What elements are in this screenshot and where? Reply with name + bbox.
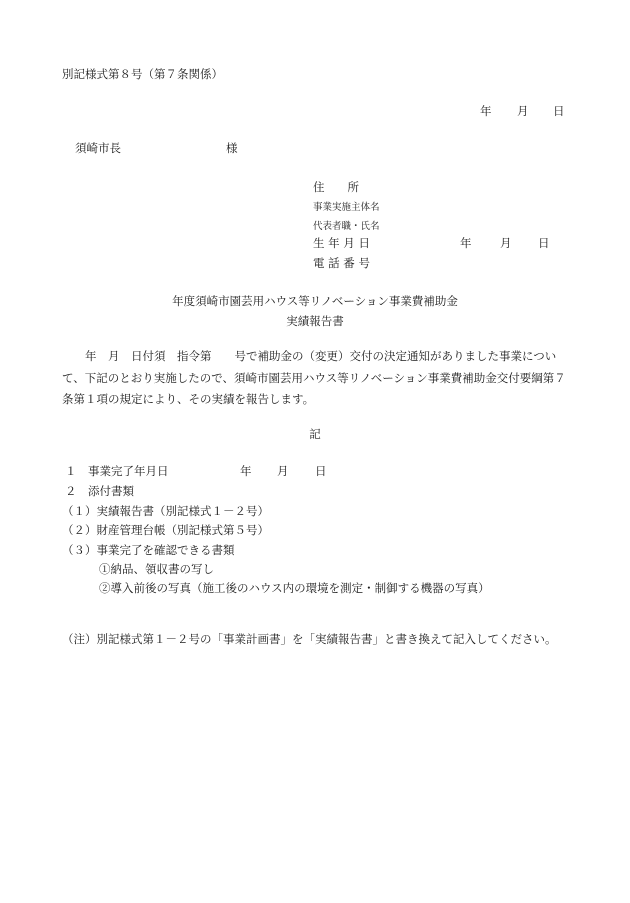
item1-year: 年 xyxy=(240,464,252,478)
sub-item-3a: ①納品、領収書の写し xyxy=(99,562,214,576)
date-month: 月 xyxy=(517,104,529,118)
sub-item-2: （２）財産管理台帳（別記様式第５号） xyxy=(62,523,269,537)
ki-heading: 記 xyxy=(309,427,321,441)
form-label: 別記様式第８号（第７条関係） xyxy=(62,67,223,81)
item1-label: １ 事業完了年月日 xyxy=(65,464,169,478)
body-paragraph xyxy=(62,346,572,411)
applicant-birth-day: 日 xyxy=(538,236,550,250)
applicant-birth-month: 月 xyxy=(500,236,512,250)
applicant-entity-label: 事業実施主体名 xyxy=(313,202,380,213)
body-text: 年 月 日付須 指令第 号で補助金の（変更）交付の決定通知がありました事業について、下記のとおり実施したので、須崎市園芸用ハウス等リノベーション事業費補助金交付要綱第７条第１項の規定により、その実績を報告します。 xyxy=(62,349,566,406)
item1-day: 日 xyxy=(315,464,327,478)
sub-item-3: （３）事業完了を確認できる書類 xyxy=(62,543,235,557)
applicant-phone-label: 電 話 番 号 xyxy=(313,256,370,270)
note-paragraph xyxy=(62,629,572,650)
applicant-birth-year: 年 xyxy=(460,236,472,250)
applicant-representative-label: 代表者職・氏名 xyxy=(313,221,380,232)
sub-item-1: （１）実績報告書（別記様式１－２号） xyxy=(62,504,269,518)
title-line1: 年度須崎市園芸用ハウス等リノベーション事業費補助金 xyxy=(172,294,458,308)
title-line2: 実績報告書 xyxy=(286,314,344,328)
applicant-birth-label: 生 年 月 日 xyxy=(313,236,370,250)
date-year: 年 xyxy=(480,104,492,118)
addressee-honorific: 様 xyxy=(226,141,238,155)
note-text: （注）別記様式第１－２号の「事業計画書」を「実績報告書」と書き換えて記入してください。 xyxy=(62,632,557,646)
item1-month: 月 xyxy=(277,464,289,478)
date-day: 日 xyxy=(553,104,565,118)
applicant-address-label: 住 所 xyxy=(313,180,359,194)
item2-label: ２ 添付書類 xyxy=(65,484,134,498)
addressee-name: 須崎市長 xyxy=(75,141,121,155)
sub-item-3b: ②導入前後の写真（施工後のハウス内の環境を測定・制御する機器の写真） xyxy=(99,581,490,595)
